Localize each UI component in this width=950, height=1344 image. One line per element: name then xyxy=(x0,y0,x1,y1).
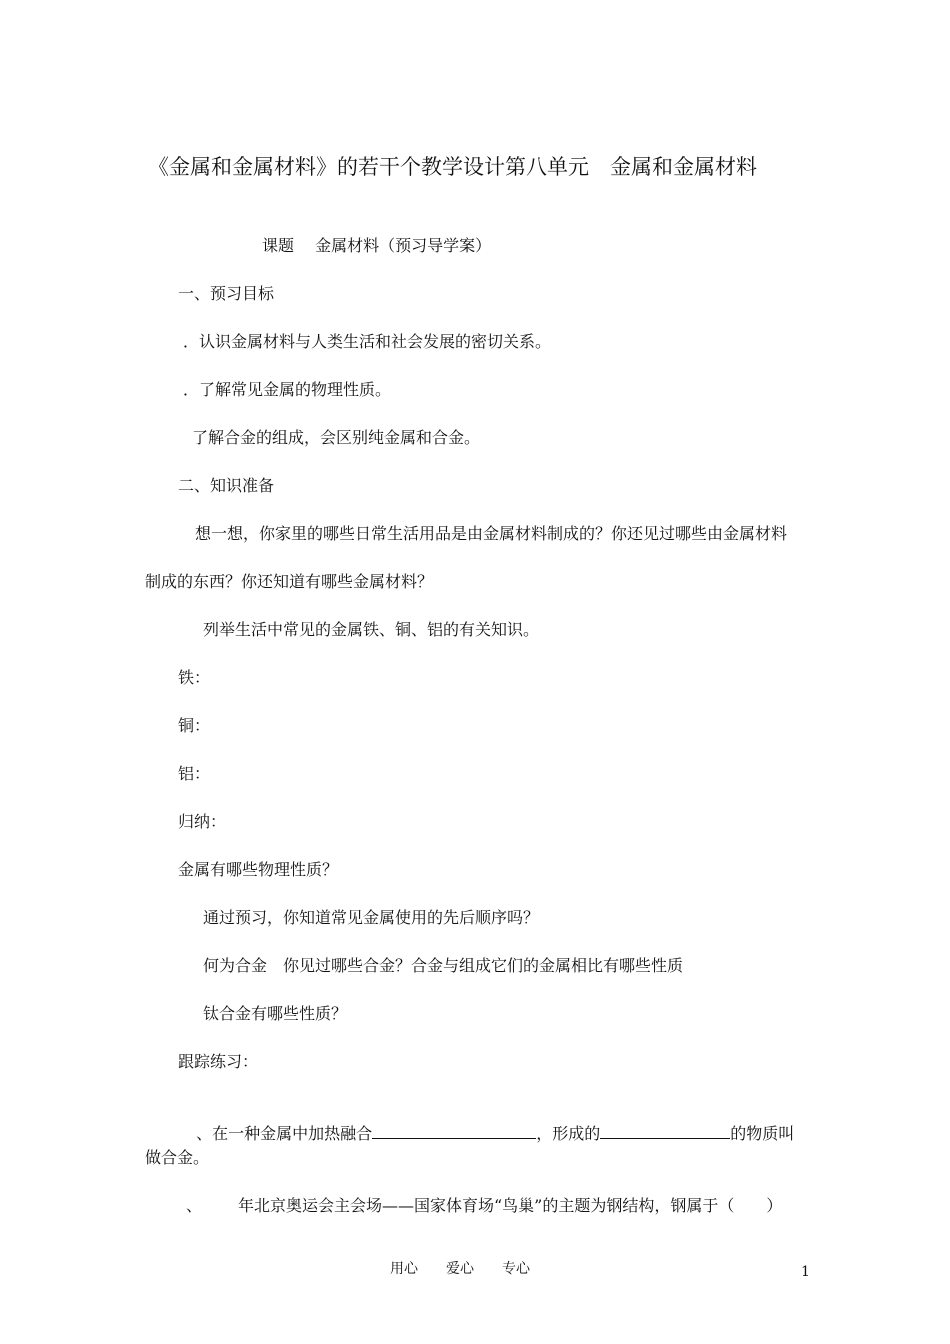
section-2-heading: 二、知识准备 xyxy=(178,476,275,495)
lesson-title: 课题 金属材料（预习导学案） xyxy=(262,236,492,255)
fill-blank-2[interactable] xyxy=(600,1120,730,1139)
section-1-heading: 一、预习目标 xyxy=(178,284,275,303)
paragraph-think-line-1: 想一想，你家里的哪些日常生活用品是由金属材料制成的？你还见过哪些由金属材料 xyxy=(195,524,788,543)
objective-item-1: ．认识金属材料与人类生活和社会发展的密切关系。 xyxy=(183,332,552,351)
iron-label: 铁： xyxy=(178,668,211,687)
objective-item-2: ．了解常见金属的物理性质。 xyxy=(183,380,392,399)
paragraph-think-line-2: 制成的东西？你还知道有哪些金属材料？ xyxy=(145,572,434,591)
exercise-1-part-2: ，形成的 xyxy=(536,1124,601,1143)
summary-label: 归纳： xyxy=(178,812,227,831)
aluminum-label: 铝： xyxy=(178,764,211,783)
paragraph-list-metals: 列举生活中常见的金属铁、铜、铝的有关知识。 xyxy=(203,620,540,639)
exercise-1-line-2: 做合金。 xyxy=(145,1148,210,1167)
exercise-1 xyxy=(186,1100,794,1144)
practice-heading: 跟踪练习： xyxy=(178,1052,259,1071)
exercise-2: 年北京奥运会主会场——国家体育场“鸟巢”的主题为钢结构，钢属于（ ） xyxy=(238,1196,783,1215)
question-usage-order: 通过预习，你知道常见金属使用的先后顺序吗？ xyxy=(203,908,540,927)
page-number: 1 xyxy=(801,1264,810,1280)
objective-item-3: 了解合金的组成，会区别纯金属和合金。 xyxy=(192,428,481,447)
question-titanium-alloy: 钛合金有哪些性质？ xyxy=(203,1004,348,1023)
exercise-1-part-1: 、在一种金属中加热融合 xyxy=(196,1124,373,1143)
document-title: 《金属和金属材料》的若干个教学设计第八单元 金属和金属材料 xyxy=(148,155,757,179)
question-alloy: 何为合金 你见过哪些合金？合金与组成它们的金属相比有哪些性质 xyxy=(203,956,684,975)
question-physical-properties: 金属有哪些物理性质？ xyxy=(178,860,339,879)
exercise-2-prefix: 、 xyxy=(186,1196,203,1215)
copper-label: 铜： xyxy=(178,716,211,735)
footer-motto: 用心 爱心 专心 xyxy=(390,1261,530,1277)
fill-blank-1[interactable] xyxy=(372,1120,536,1139)
exercise-1-part-3: 的物质叫 xyxy=(730,1124,795,1143)
